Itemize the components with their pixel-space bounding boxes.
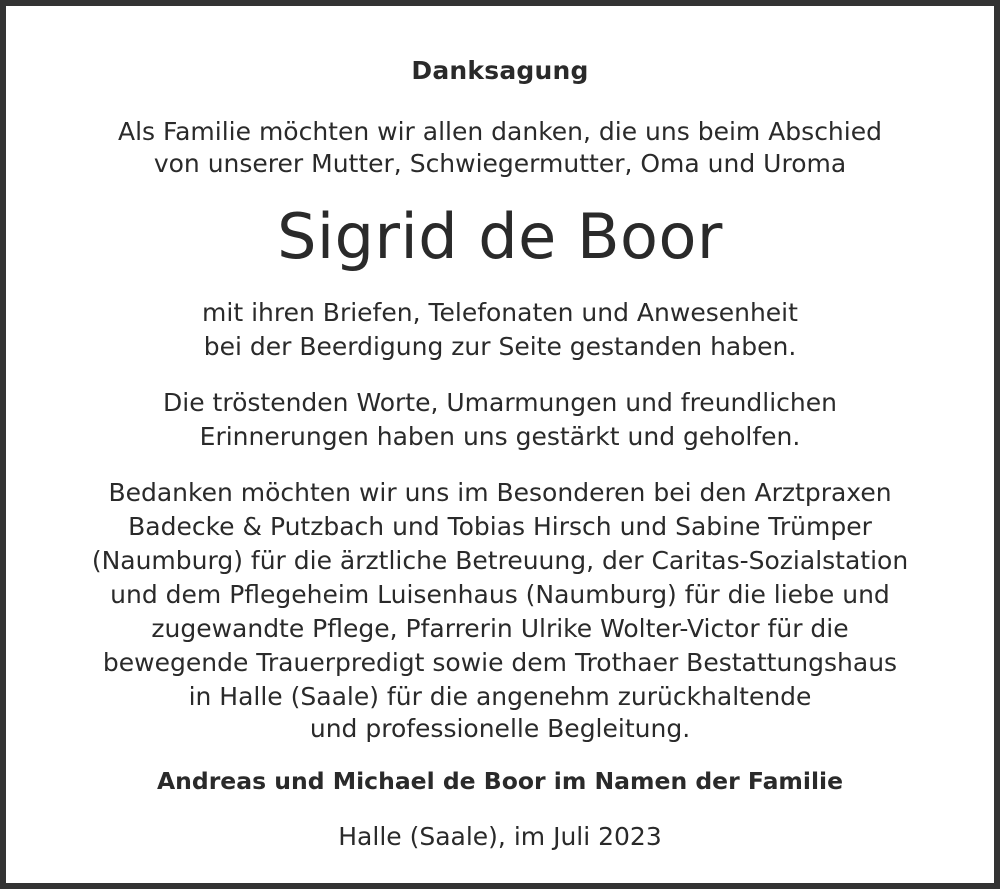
paragraph3-line-3: (Naumburg) für die ärztliche Betreuung, der Caritas-Sozialstation: [91, 546, 909, 575]
deceased-name: Sigrid de Boor: [277, 200, 723, 273]
intro-line-2: von unserer Mutter, Schwiegermutter, Oma und Uroma: [153, 149, 847, 178]
paragraph2-line-2: Erinnerungen haben uns gestärkt und geholfen.: [199, 422, 801, 451]
paragraph3-line-7: in Halle (Saale) für die angenehm zurückhaltende: [188, 682, 812, 711]
paragraph3-line-5: zugewandte Pflege, Pfarrerin Ulrike Wolter-Victor für die: [151, 614, 849, 643]
intro-line-1: Als Familie möchten wir allen danken, die uns beim Abschied: [118, 117, 882, 146]
signature: Andreas und Michael de Boor im Namen der Familie: [156, 767, 844, 795]
paragraph1-line-1: mit ihren Briefen, Telefonaten und Anwesenheit: [202, 298, 798, 327]
paragraph3-line-4: und dem Pflegeheim Luisenhaus (Naumburg) für die liebe und: [110, 580, 890, 609]
place-and-date: Halle (Saale), im Juli 2023: [338, 822, 662, 851]
paragraph1-line-2: bei der Beerdigung zur Seite gestanden haben.: [203, 332, 797, 361]
paragraph3-line-2: Badecke & Putzbach und Tobias Hirsch und Sabine Trümper: [128, 512, 872, 541]
paragraph3-line-6: bewegende Trauerpredigt sowie dem Trothaer Bestattungshaus: [102, 648, 898, 677]
paragraph3-line-8: und professionelle Begleitung.: [309, 714, 691, 743]
paragraph3-line-1: Bedanken möchten wir uns im Besonderen bei den Arztpraxen: [108, 478, 892, 507]
notice-heading: Danksagung: [411, 56, 589, 85]
paragraph2-line-1: Die tröstenden Worte, Umarmungen und freundlichen: [163, 388, 837, 417]
